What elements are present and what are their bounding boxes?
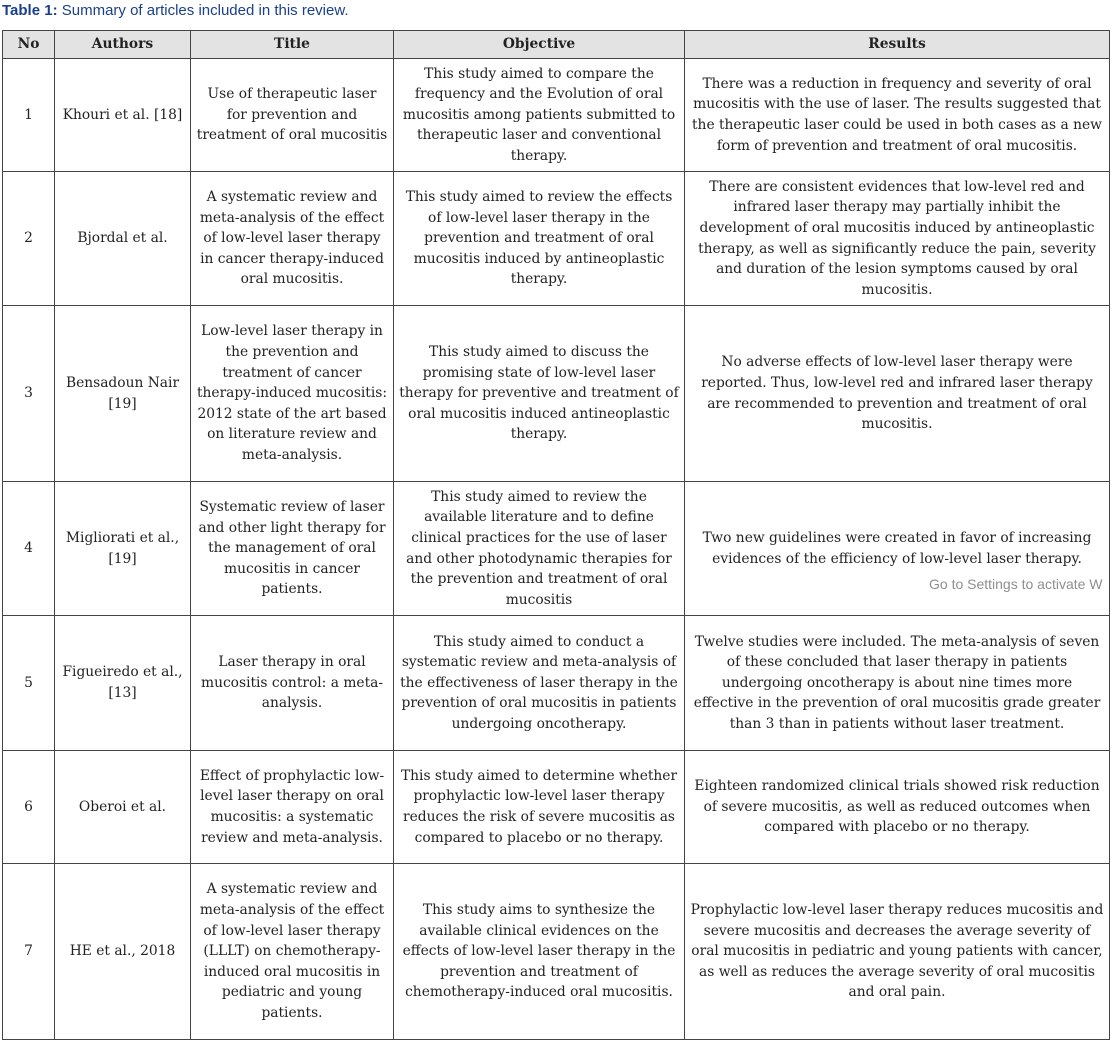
cell-no: 7 <box>3 864 55 1040</box>
table-row <box>3 59 1110 172</box>
cell-no: 2 <box>3 172 55 306</box>
cell-title: Low-level laser therapy in the prevention and treatment of cancer therapy-induced mucositis: 2012 state of the art based on literature review and meta-analysis. <box>191 306 394 482</box>
cell-objective: This study aims to synthesize the available clinical evidences on the effects of low-level laser therapy in the prevention and treatment of chemotherapy-induced oral mucositis. <box>394 864 685 1040</box>
table-row <box>3 751 1110 864</box>
table-header-row <box>3 31 1110 59</box>
cell-authors: Khouri et al. [18] <box>55 59 191 172</box>
cell-no: 4 <box>3 482 55 616</box>
cell-no: 5 <box>3 616 55 751</box>
cell-title: Effect of prophylactic low-level laser therapy on oral mucositis: a systematic review and meta-analysis. <box>191 751 394 864</box>
cell-authors: Bensadoun Nair [19] <box>55 306 191 482</box>
cell-no: 6 <box>3 751 55 864</box>
table-row <box>3 306 1110 482</box>
cell-no: 1 <box>3 59 55 172</box>
cell-no: 3 <box>3 306 55 482</box>
header-authors: Authors <box>55 31 191 59</box>
activation-watermark: Go to Settings to activate W <box>929 576 1103 592</box>
cell-objective: This study aimed to compare the frequency and the Evolution of oral mucositis among patients submitted to therapeutic laser and conventional therapy. <box>394 59 685 172</box>
cell-results: Two new guidelines were created in favor of increasing evidences of the efficiency of low-level laser therapy. <box>685 482 1110 616</box>
cell-objective: This study aimed to review the available literature and to define clinical practices for the use of laser and other photodynamic therapies for the prevention and treatment of oral mucositis <box>394 482 685 616</box>
cell-title: Systematic review of laser and other light therapy for the management of oral mucositis in cancer patients. <box>191 482 394 616</box>
cell-title: Laser therapy in oral mucositis control: a meta-analysis. <box>191 616 394 751</box>
summary-table <box>2 30 1110 1040</box>
cell-objective: This study aimed to discuss the promising state of low-level laser therapy for preventive and treatment of oral mucositis induced antineoplastic therapy. <box>394 306 685 482</box>
cell-authors: Oberoi et al. <box>55 751 191 864</box>
table-row <box>3 616 1110 751</box>
cell-authors: Migliorati et al., [19] <box>55 482 191 616</box>
table-caption-text: Summary of articles included in this review. <box>57 2 349 19</box>
cell-authors: Bjordal et al. <box>55 172 191 306</box>
header-results: Results <box>685 31 1110 59</box>
table-row <box>3 482 1110 616</box>
header-no: No <box>3 31 55 59</box>
table-caption-label: Table 1: <box>2 2 58 19</box>
cell-results: There was a reduction in frequency and severity of oral mucositis with the use of laser. The results suggested that the therapeutic laser could be used in both cases as a new form of prevention and treatment of oral mucositis. <box>685 59 1110 172</box>
table-caption <box>2 2 349 19</box>
header-title: Title <box>191 31 394 59</box>
cell-objective: This study aimed to determine whether prophylactic low-level laser therapy reduces the risk of severe mucositis as compared to placebo or no therapy. <box>394 751 685 864</box>
cell-objective: This study aimed to conduct a systematic review and meta-analysis of the effectiveness of laser therapy in the prevention of oral mucositis in patients undergoing oncotherapy. <box>394 616 685 751</box>
cell-results: There are consistent evidences that low-level red and infrared laser therapy may partially inhibit the development of oral mucositis induced by antineoplastic therapy, as well as significantly reduce the pain, severity and duration of the lesion symptoms caused by oral mucositis. <box>685 172 1110 306</box>
header-objective: Objective <box>394 31 685 59</box>
cell-authors: Figueiredo et al., [13] <box>55 616 191 751</box>
cell-authors: HE et al., 2018 <box>55 864 191 1040</box>
cell-title: A systematic review and meta-analysis of the effect of low-level laser therapy (LLLT) on chemotherapy-induced oral mucositis in pediatric and young patients. <box>191 864 394 1040</box>
cell-results: Prophylactic low-level laser therapy reduces mucositis and severe mucositis and decreases the average severity of oral mucositis in pediatric and young patients with cancer, as well as reduces the average severity of oral mucositis and oral pain. <box>685 864 1110 1040</box>
cell-results: Eighteen randomized clinical trials showed risk reduction of severe mucositis, as well as reduced outcomes when compared with placebo or no therapy. <box>685 751 1110 864</box>
cell-objective: This study aimed to review the effects of low-level laser therapy in the prevention and treatment of oral mucositis induced by antineoplastic therapy. <box>394 172 685 306</box>
cell-title: A systematic review and meta-analysis of the effect of low-level laser therapy in cancer therapy-induced oral mucositis. <box>191 172 394 306</box>
cell-results: No adverse effects of low-level laser therapy were reported. Thus, low-level red and infrared laser therapy are recommended to prevention and treatment of oral mucositis. <box>685 306 1110 482</box>
table-row <box>3 172 1110 306</box>
table-row <box>3 864 1110 1040</box>
cell-results: Twelve studies were included. The meta-analysis of seven of these concluded that laser therapy in patients undergoing oncotherapy is about nine times more effective in the prevention of oral mucositis grade greater than 3 than in patients without laser treatment. <box>685 616 1110 751</box>
cell-title: Use of therapeutic laser for prevention and treatment of oral mucositis <box>191 59 394 172</box>
